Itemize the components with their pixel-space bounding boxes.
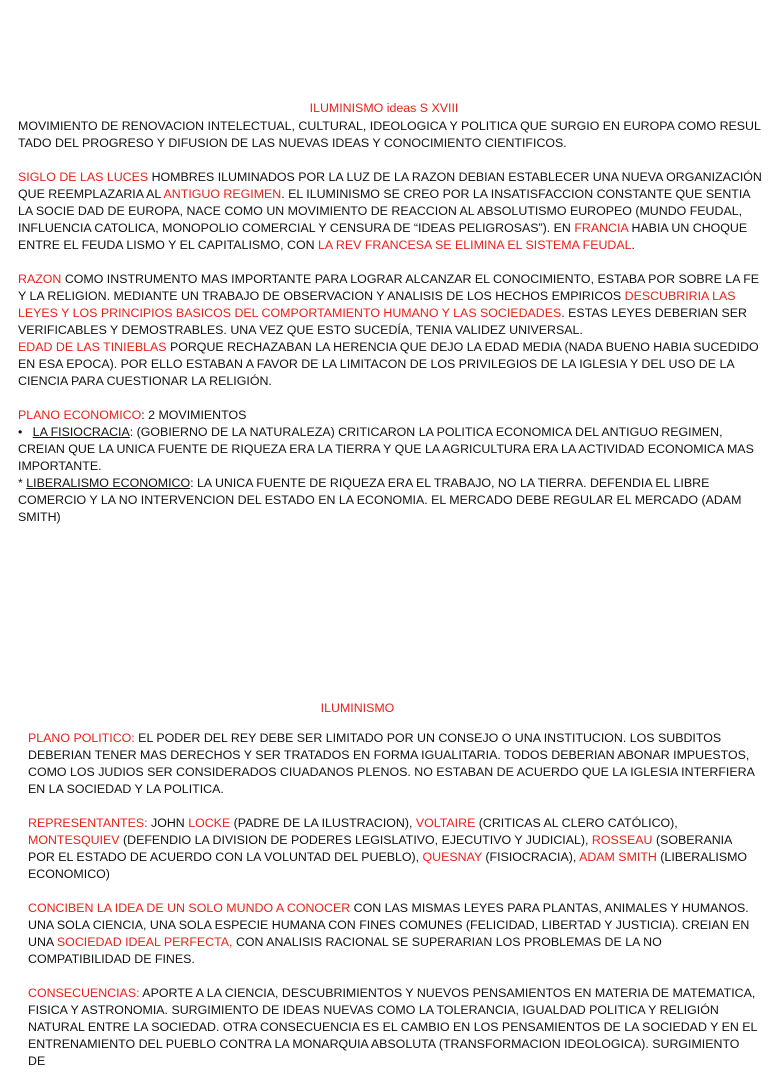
representantes-paragraph xyxy=(28,815,758,883)
highlight-razon: RAZON xyxy=(18,272,62,286)
consecuencias-paragraph xyxy=(28,985,758,1070)
highlight-sociedad-ideal: SOCIEDAD IDEAL PERFECTA, xyxy=(56,935,233,949)
highlight-consecuencias: CONSECUENCIAS: xyxy=(28,986,140,1000)
conciben-paragraph xyxy=(28,900,758,968)
text: JOHN xyxy=(147,816,189,830)
text: COMO INSTRUMENTO MAS IMPORTANTE PARA LOGRAR ALCANZAR EL CONOCIMIENTO, ESTABA POR SOBRE LA FE Y LA RELIGION. MEDIANTE UN TRABAJO DE OBSERVACION Y ANALISIS DE LOS HECHOS EMPIRICOS xyxy=(18,272,760,303)
text: : 2 MOVIMIENTOS xyxy=(141,408,247,422)
text: (SOBERANIA POR EL ESTADO DE ACUERDO CON LA VOLUNTAD DEL PUEBLO), xyxy=(28,833,732,864)
text: APORTE A LA CIENCIA, DESCUBRIMIENTOS Y NUEVOS PENSAMIENTOS EN MATERIA DE MATEMATICA, FISICA Y ASTRONOMIA. SURGIMIENTO DE IDEAS NUEVAS COMO LA TOLERANCIA, IGUALDAD POLITICA Y RELIGIÓN NATURAL ENTRE LA SOCIEDAD. OTRA CONSECUENCIA ES EL CAMBIO EN LOS PENSAMIENTOS DE LA SOCIEDAD Y EN EL ENTRENAMIENTO DEL PUEBLO CONTRA LA MONARQUIA ABSOLUTA (TRANSFORMACION IDEOLOGICA). SURGIMIENTO DE xyxy=(28,986,757,1068)
highlight-francia: FRANCIA xyxy=(574,221,629,235)
highlight-leyes: DESCUBRIRIA LAS LEYES Y LOS PRINCIPIOS BASICOS DEL COMPORTAMIENTO HUMANO Y LAS SOCIEDADES xyxy=(18,289,736,320)
highlight-plano-politico: PLANO POLITICO: xyxy=(28,731,135,745)
highlight-montesquiev: MONTESQUIEV xyxy=(28,833,120,847)
text: (LIBERALISMO ECONOMICO) xyxy=(28,850,748,881)
text: . ESTAS LEYES DEBERIAN SER VERIFICABLES Y DEMOSTRABLES. UNA VEZ QUE ESTO SUCEDÍA, TENIA VALIDEZ UNIVERSAL. xyxy=(18,306,747,337)
highlight-locke: LOCKE xyxy=(188,816,231,830)
fisiocracia-item xyxy=(18,424,766,475)
liberalismo-item xyxy=(18,475,766,526)
edad-paragraph xyxy=(18,339,766,390)
text: CON LAS MISMAS LEYES PARA PLANTAS, ANIMALES Y HUMANOS. UNA SOLA CIENCIA, UNA SOLA ESPECIE HUMANA CON FINES COMUNES (FELICIDAD, LIBERTAD Y JUSTICIA). CREIAN EN UNA xyxy=(28,901,750,949)
highlight-adam-smith: ADAM SMITH xyxy=(579,850,657,864)
text: (CRITICAS AL CLERO CATÓLICO), xyxy=(475,816,678,830)
intro-paragraph: MOVIMIENTO DE RENOVACION INTELECTUAL, CULTURAL, IDEOLOGICA Y POLITICA QUE SURGIO EN EUROPA COMO RESUL TADO DEL PROGRESO Y DIFUSION DE LAS NUEVAS IDEAS Y CONOCIMIENTO CIENTIFICOS. xyxy=(18,119,761,150)
highlight-representantes: REPRESENTANTES: xyxy=(28,816,148,830)
text: CON ANALISIS RACIONAL SE SUPERARIAN LOS PROBLEMAS DE LA NO COMPATIBILIDAD DE FINES. xyxy=(28,935,662,966)
plano-politico-paragraph xyxy=(28,730,758,798)
liberalismo-term: LIBERALISMO ECONOMICO xyxy=(26,476,191,490)
slide-1 xyxy=(0,100,768,543)
plano-economico-heading xyxy=(18,407,766,424)
text: : LA UNICA FUENTE DE RIQUEZA ERA EL TRABAJO, NO LA TIERRA. DEFENDIA EL LIBRE COMERCIO Y LA NO INTERVENCION DEL ESTADO EN LA ECONOMIA. EL MERCADO DEBE REGULAR EL MERCADO (ADAM SMITH) xyxy=(18,476,742,524)
text: (PADRE DE LA ILUSTRACION), xyxy=(230,816,416,830)
text: : (GOBIERNO DE LA NATURALEZA) CRITICARON LA POLITICA ECONOMICA DEL ANTIGUO REGIMEN, CREIAN QUE LA UNICA FUENTE DE RIQUEZA ERA LA TIERRA Y QUE LA AGRICULTURA ERA LA ACTIVIDAD ECONOMICA MAS IMPORTANTE. xyxy=(18,425,754,473)
highlight-voltaire: VOLTAIRE xyxy=(415,816,476,830)
highlight-edad-tinieblas: EDAD DE LAS TINIEBLAS xyxy=(18,340,167,354)
text: (DEFENDIO LA DIVISION DE PODERES LEGISLATIVO, EJECUTIVO Y JUDICIAL), xyxy=(119,833,592,847)
text: PORQUE RECHAZABAN LA HERENCIA QUE DEJO LA EDAD MEDIA (NADA BUENO HABIA SUCEDIDO EN ESA EPOCA). POR ELLO ESTABAN A FAVOR DE LA LIMITACON DE LOS PRIVILEGIOS DE LA IGLESIA Y DEL USO DE LA CIENCIA PARA CUESTIONAR LA RELIGIÓN. xyxy=(18,340,759,388)
fisiocracia-term: LA FISIOCRACIA xyxy=(32,425,130,439)
text: EL PODER DEL REY DEBE SER LIMITADO POR UN CONSEJO O UNA INSTITUCION. LOS SUBDITOS DEBERIAN TENER MAS DERECHOS Y SER TRATADOS EN FORMA IGUALITARIA. TODOS DEBERIAN ABONAR IMPUESTOS, COMO LOS JUDIOS SER CONSIDERADOS CIUADANOS PLENOS. NO ESTABAN DE ACUERDO QUE LA IGLESIA INTERFIERA EN LA SOCIEDAD Y LA POLITICA. xyxy=(28,731,755,796)
asterisk-icon: * xyxy=(18,476,23,490)
highlight-rosseau: ROSSEAU xyxy=(591,833,653,847)
highlight-siglo: SIGLO DE LAS LUCES xyxy=(18,170,149,184)
text: HABIA UN CHOQUE ENTRE EL FEUDA LISMO Y EL CAPITALISMO, CON xyxy=(18,221,748,252)
highlight-plano-economico: PLANO ECONOMICO xyxy=(18,408,142,422)
highlight-conciben: CONCIBEN LA IDEA DE UN SOLO MUNDO A CONOCER xyxy=(28,901,351,915)
text: . EL ILUMINISMO SE CREO POR LA INSATISFACCION CONSTANTE QUE SENTIA LA SOCIE DAD DE EUROPA, NACE COMO UN MOVIMIENTO DE REACCION AL ABSOLUTISMO EUROPEO (MUNDO FEUDAL, INFLUENCIA CATOLICA, MONOPOLIO COMERCIAL Y CENSURA DE “IDEAS PELIGROSAS”). EN xyxy=(18,187,750,235)
slide-1-title: ILUMINISMO ideas S XVIII xyxy=(309,101,459,115)
bullet-icon: • xyxy=(18,425,23,439)
text: . xyxy=(631,238,635,252)
siglo-paragraph xyxy=(18,169,766,254)
plano-economico-section xyxy=(18,407,766,526)
slide-2 xyxy=(0,700,768,1087)
slide-2-title: ILUMINISMO xyxy=(320,701,395,715)
highlight-quesnay: QUESNAY xyxy=(422,850,482,864)
razon-paragraph xyxy=(18,271,766,339)
highlight-rev-francesa: LA REV FRANCESA SE ELIMINA EL SISTEMA FEUDAL xyxy=(317,238,632,252)
highlight-antiguo-regimen: ANTIGUO REGIMEN xyxy=(163,187,282,201)
text: HOMBRES ILUMINADOS POR LA LUZ DE LA RAZON DEBIAN ESTABLECER UNA NUEVA ORGANIZACIÓN QUE REEMPLAZARIA AL xyxy=(18,170,762,201)
text: (FISIOCRACIA), xyxy=(481,850,580,864)
